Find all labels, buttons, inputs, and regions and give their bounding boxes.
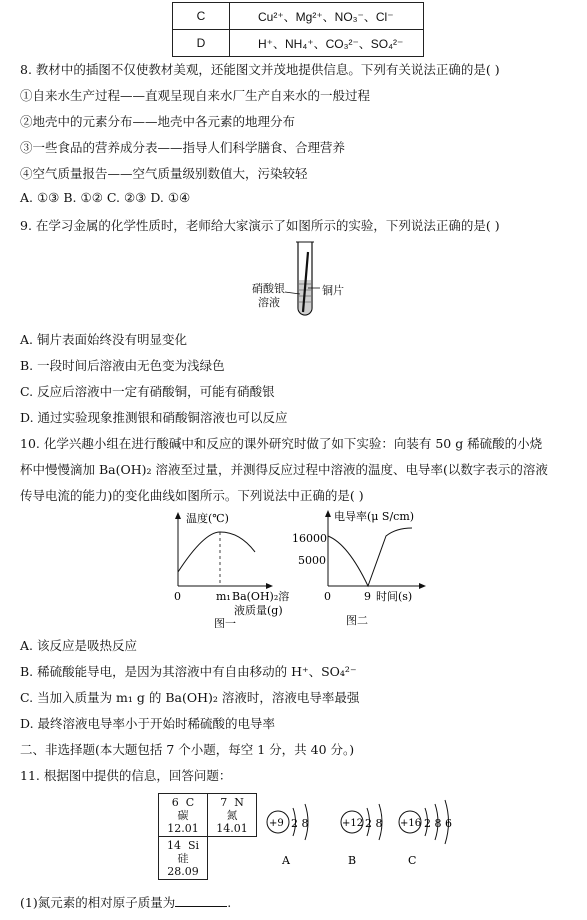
q10-stem-line: 传导电流的能力)的变化曲线如图所示。下列说法中正确的是( ) <box>20 488 364 503</box>
q9-option: C. 反应后溶液中一定有硝酸铜，可能有硝酸银 <box>20 384 275 399</box>
y-tick-label: 5000 <box>298 554 326 567</box>
q9-option: A. 铜片表面始终没有明显变化 <box>20 332 187 347</box>
atom-structure-diagrams <box>262 790 462 870</box>
fig-label-solution-2: 溶液 <box>258 296 280 309</box>
chart-title: 图一 <box>214 617 236 628</box>
table-cell-key: C <box>173 3 230 30</box>
x-tick-label: m₁ <box>216 590 231 603</box>
atom-a <box>267 804 309 867</box>
element-cell-carbon: 6 C 碳 12.01 <box>159 794 208 837</box>
q11-stem: 11. 根据图中提供的信息，回答问题： <box>20 768 232 783</box>
y-axis-label: 电导率(μ S/cm) <box>334 510 415 523</box>
q9-option: B. 一段时间后溶液由无色变为浅绿色 <box>20 358 225 373</box>
fig-label-solution: 硝酸银 <box>252 282 285 295</box>
q8-options: A. ①③ B. ①② C. ②③ D. ①④ <box>20 190 191 205</box>
q11-sub1-text: (1)氮元素的相对原子质量为 <box>20 895 176 910</box>
temperature-curve <box>178 532 255 572</box>
q8-item: ③一些食品的营养成分表——指导人们科学膳食、合理营养 <box>20 140 346 155</box>
table-cell-ions: Cu²⁺、Mg²⁺、NO₃⁻、Cl⁻ <box>230 3 424 30</box>
q10-stem-line: 10. 化学兴趣小组在进行酸碱中和反应的课外研究时做了如下实验：向装有 50 g 稀硫酸的小烧 <box>20 436 543 451</box>
q9-option: D. 通过实验现象推测银和硝酸铜溶液也可以反应 <box>20 410 288 425</box>
y-tick-label: 16000 <box>292 532 327 545</box>
x-tick-label: 0 <box>324 590 331 603</box>
x-tick-label: 9 <box>364 590 371 603</box>
conductivity-chart <box>288 506 438 628</box>
answer-blank[interactable] <box>175 894 227 907</box>
svg-text:2 8 6: 2 8 6 <box>424 817 452 830</box>
svg-text:2 8: 2 8 <box>365 817 383 830</box>
element-cell-silicon: 14 Si 硅 28.09 <box>159 837 208 880</box>
x-axis-label: 时间(s) <box>376 590 413 603</box>
svg-text:+16: +16 <box>400 818 422 829</box>
svg-text:+12: +12 <box>342 818 364 829</box>
q8-item: ①自来水生产过程——直观呈现自来水厂生产自来水的一般过程 <box>20 88 371 103</box>
atom-b <box>341 804 383 867</box>
q10-option: B. 稀硫酸能导电，是因为其溶液中有自由移动的 H⁺、SO₄²⁻ <box>20 664 357 679</box>
ion-table <box>172 2 424 57</box>
chart-title: 图二 <box>346 614 368 627</box>
svg-text:C: C <box>408 854 417 867</box>
q10-option: D. 最终溶液电导率小于开始时稀硫酸的电导率 <box>20 716 276 731</box>
svg-text:+9: +9 <box>269 818 284 829</box>
section-heading: 二、非选择题(本大题包括 7 个小题，每空 1 分，共 40 分。) <box>20 742 355 757</box>
q9-stem: 9. 在学习金属的化学性质时，老师给大家演示了如图所示的实验，下列说法正确的是( ) <box>20 218 500 233</box>
x-axis-label-2: 液质量(g) <box>234 604 283 617</box>
q8-item: ②地壳中的元素分布——地壳中各元素的地理分布 <box>20 114 296 129</box>
svg-text:A: A <box>282 854 290 867</box>
table-cell-ions: H⁺、NH₄⁺、CO₃²⁻、SO₄²⁻ <box>230 30 424 57</box>
q10-option: A. 该反应是吸热反应 <box>20 638 137 653</box>
conductivity-curve <box>328 528 412 586</box>
svg-text:B: B <box>348 854 357 867</box>
y-axis-label: 温度(℃) <box>186 512 229 525</box>
element-cell-nitrogen: 7 N 氮 14.01 <box>208 794 257 837</box>
q10-option: C. 当加入质量为 m₁ g 的 Ba(OH)₂ 溶液时，溶液电导率最强 <box>20 690 360 705</box>
x-tick-label: 0 <box>174 590 181 603</box>
q8-stem: 8. 教材中的插图不仅使教材美观，还能图文并茂地提供信息。下列有关说法正确的是( ) <box>20 62 500 77</box>
q8-item: ④空气质量报告——空气质量级别数值大，污染较轻 <box>20 166 308 181</box>
q10-stem-line: 杯中慢慢滴加 Ba(OH)₂ 溶液至过量，并测得反应过程中溶液的温度、电导率(以数字表示的溶液 <box>20 462 548 477</box>
q11-sub1: (1)氮元素的相对原子质量为 . <box>20 895 232 910</box>
table-cell-key: D <box>173 30 230 57</box>
periodic-table-snippet <box>158 793 257 880</box>
x-axis-label: Ba(OH)₂溶 <box>232 590 290 603</box>
atom-c <box>399 800 452 867</box>
fig-label-copper: 铜片 <box>322 284 344 297</box>
table-row <box>173 30 424 57</box>
table-row <box>173 3 424 30</box>
svg-text:2 8: 2 8 <box>291 817 309 830</box>
